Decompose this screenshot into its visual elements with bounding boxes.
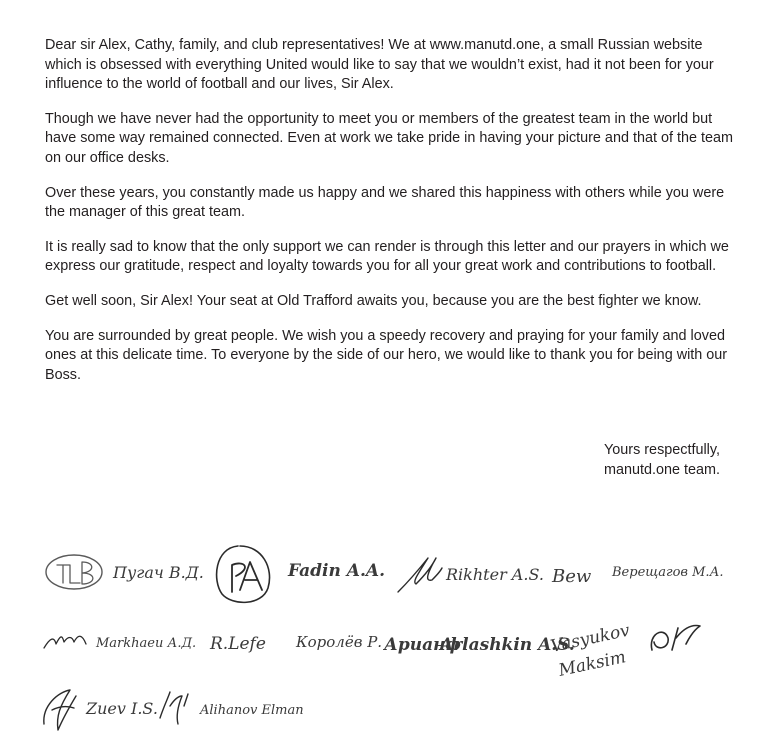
letter-paragraph-wishes: You are surrounded by great people. We wish you a speedy recovery and praying for your family and loved ones at this delicate time. To everyone by the side of our hero, we would like to thank you for being with our Boss. xyxy=(45,327,728,383)
letter-paragraph-get-well: Get well soon, Sir Alex! Your seat at Old Trafford awaits you, because you are the best fighter we know. xyxy=(45,292,702,309)
letter-paragraph-greeting: Dear sir Alex, Cathy, family, and club representatives! We at www.manutd.one, a small Russian website which is obsessed with everything United would like to say that we wouldn’t exist, had it not been for your influence to the world of football and our lives, Sir Alex. xyxy=(45,37,714,93)
signature-zuev: Zuev I.S. xyxy=(86,699,158,718)
signature-fadin: Fadin A.A. xyxy=(288,561,385,581)
signature-vasyukov: Vasyukov xyxy=(548,620,632,657)
letter-body xyxy=(45,36,740,400)
signature-alihanov: Alihanov Elman xyxy=(200,703,304,718)
signature-arianf: Арианф xyxy=(384,635,461,655)
closing-salutation: Yours respectfully, xyxy=(604,442,720,458)
signature-arlashkin: Arlashkin A.S. xyxy=(440,635,575,655)
signature-pugach: Пугач В.Д. xyxy=(113,563,204,582)
signature-scribble-three xyxy=(651,626,700,651)
closing-signoff: manutd.one team. xyxy=(604,461,720,478)
signature-monogram-oval xyxy=(46,555,102,589)
signature-pa-circle xyxy=(217,546,270,602)
letter-closing xyxy=(584,441,734,480)
letter-paragraph-connection: Though we have never had the opportunity to meet you or members of the greatest team in the world but have some way remained connected. Even at work we take pride in having your picture and that of the team on our office desks. xyxy=(45,110,733,166)
signature-korolev: Королёв Р. xyxy=(296,633,383,651)
signatures-area xyxy=(0,510,780,750)
signature-vereshchagov: Верещагов М.А. xyxy=(612,565,724,580)
signature-scribble-four xyxy=(44,690,76,730)
signature-rikhter: Rikhter A.S. xyxy=(446,565,544,584)
letter-paragraph-support: It is really sad to know that the only support we can render is through this letter and our prayers in which we express our gratitude, respect and loyalty towards you for all your great work and contributions to football. xyxy=(45,238,729,275)
signature-r-lefe: R.Lefe xyxy=(210,634,266,654)
signature-scribble-two xyxy=(44,636,86,648)
signatures-canvas xyxy=(0,510,780,750)
signature-maksim: Maksim xyxy=(556,647,628,681)
letter-paragraph-happiness: Over these years, you constantly made us happy and we shared this happiness with others while you were the manager of this great team. xyxy=(45,184,725,221)
signature-markhaeu: Markhaeu А.Д. xyxy=(96,636,197,651)
signature-bew: Bew xyxy=(552,566,592,587)
signature-scribble-one xyxy=(398,558,442,592)
signature-scribble-five xyxy=(160,692,188,724)
